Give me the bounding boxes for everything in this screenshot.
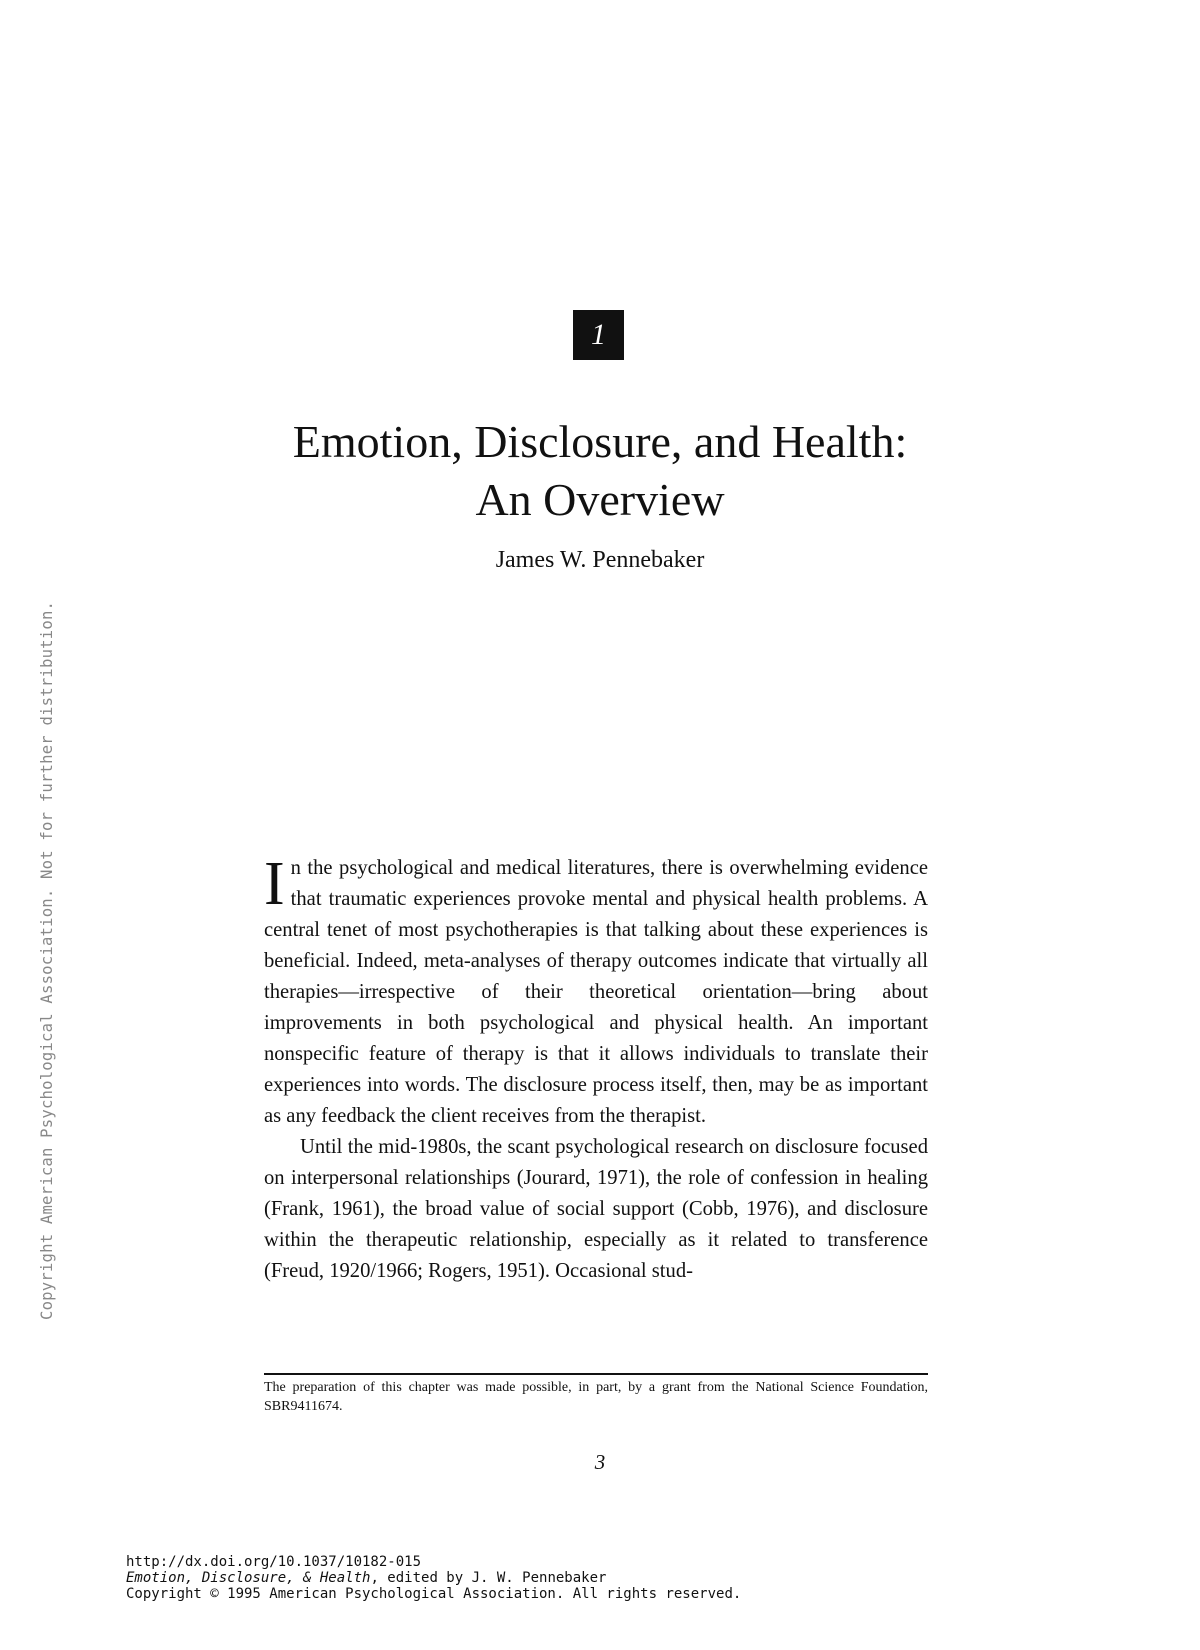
copyright-line: Copyright © 1995 American Psychological Association. All rights reserved. [126,1586,742,1602]
footnote-divider [264,1373,928,1375]
doi-link[interactable]: http://dx.doi.org/10.1037/10182-015 [126,1554,422,1570]
side-copyright-watermark [38,0,78,1650]
paragraph-1-text: n the psychological and medical literatures, there is overwhelming evidence that traumatic experiences provoke mental and physical health problems. A central tenet of most psychotherapies is that talking about these experiences is beneficial. Indeed, meta-analyses of therapy outcomes indicate that virtually all therapies—irrespective of their theoretical orientation—bring about improvements in both psychological and physical health. An important nonspecific feature of therapy is that it allows individuals to translate their experiences into words. The disclosure process itself, then, may be as important as any feedback the client receives from the therapist. [264,857,928,1127]
drop-cap: I [264,850,285,918]
page-number: 3 [594,1450,606,1474]
chapter-title-line-1: Emotion, Disclosure, and Health: [292,416,908,467]
chapter-number: 1 [591,318,606,351]
paragraph-1 [264,850,928,1132]
book-citation [126,1570,741,1586]
chapter-author: James W. Pennebaker [495,547,705,573]
edited-by: , edited by J. W. Pennebaker [370,1570,607,1586]
book-title: Emotion, Disclosure, & Health [126,1570,371,1586]
citation-block [126,1554,741,1602]
footnote: The preparation of this chapter was made possible, in part, by a grant from the National Science Foundation, SBR9411674. [264,1380,928,1414]
paragraph-2: Until the mid-1980s, the scant psychological research on disclosure focused on interpersonal relationships (Jourard, 1971), the role of confession in healing (Frank, 1961), the broad value of social support (Cobb, 1976), and disclosure within the therapeutic relationship, especially as it related to transference (Freud, 1920/1966; Rogers, 1951). Occasional stud- [264,1136,928,1282]
body-text [264,850,928,1287]
chapter-title-line-2: An Overview [475,474,725,525]
watermark-text: Copyright American Psychological Association. Not for further distribution. [38,600,56,1320]
chapter-number-box [573,310,624,360]
